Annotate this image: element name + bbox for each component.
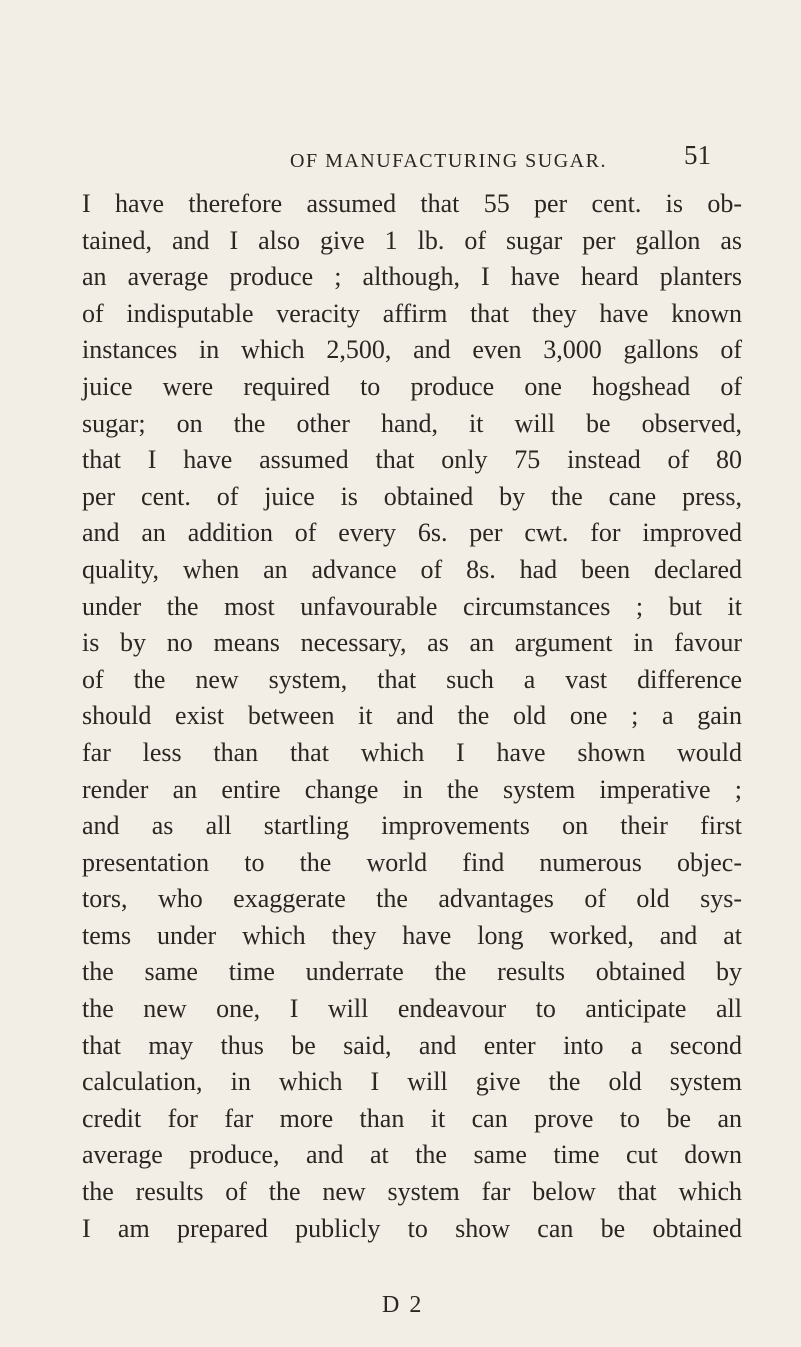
text-line: of the new system, that such a vast difference: [82, 664, 742, 694]
text-line: the same time underrate the results obtained by: [82, 957, 742, 987]
text-line: sugar; on the other hand, it will be observed,: [82, 408, 742, 438]
text-line: under the most unfavourable circumstances ; but it: [82, 591, 742, 621]
text-line: instances in which 2,500, and even 3,000 gallons of: [82, 335, 742, 365]
text-line: I am prepared publicly to show can be obtained: [82, 1213, 742, 1243]
text-line: and an addition of every 6s. per cwt. for improved: [82, 518, 742, 548]
body-text: [82, 186, 742, 1247]
text-line: average produce, and at the same time cut down: [82, 1140, 742, 1170]
text-line: that I have assumed that only 75 instead of 80: [82, 445, 742, 475]
text-line: render an entire change in the system imperative ;: [82, 774, 742, 804]
text-line: the new one, I will endeavour to anticipate all: [82, 994, 742, 1024]
text-line: presentation to the world find numerous objec-: [82, 847, 742, 877]
text-line: tems under which they have long worked, and at: [82, 920, 742, 950]
text-line: and as all startling improvements on their first: [82, 811, 742, 841]
text-line: far less than that which I have shown would: [82, 737, 742, 767]
text-line: should exist between it and the old one ; a gain: [82, 701, 742, 731]
text-line: calculation, in which I will give the old system: [82, 1067, 742, 1097]
text-line: juice were required to produce one hogshead of: [82, 371, 742, 401]
text-line: tors, who exaggerate the advantages of old sys-: [82, 884, 742, 914]
text-line: of indisputable veracity affirm that they have known: [82, 298, 742, 328]
text-line: is by no means necessary, as an argument in favour: [82, 628, 742, 658]
text-line: credit for far more than it can prove to be an: [82, 1103, 742, 1133]
page-number: 51: [684, 140, 711, 170]
text-line: tained, and I also give 1 lb. of sugar per gallon as: [82, 225, 742, 255]
running-head: OF MANUFACTURING SUGAR.: [290, 150, 607, 172]
text-line: that may thus be said, and enter into a second: [82, 1030, 742, 1060]
text-line: the results of the new system far below that which: [82, 1177, 742, 1207]
text-line: quality, when an advance of 8s. had been declared: [82, 554, 742, 584]
text-line: per cent. of juice is obtained by the cane press,: [82, 481, 742, 511]
text-line: an average produce ; although, I have heard planters: [82, 262, 742, 292]
signature-mark: D 2: [382, 1292, 424, 1318]
text-line: I have therefore assumed that 55 per cent. is ob-: [82, 189, 742, 218]
